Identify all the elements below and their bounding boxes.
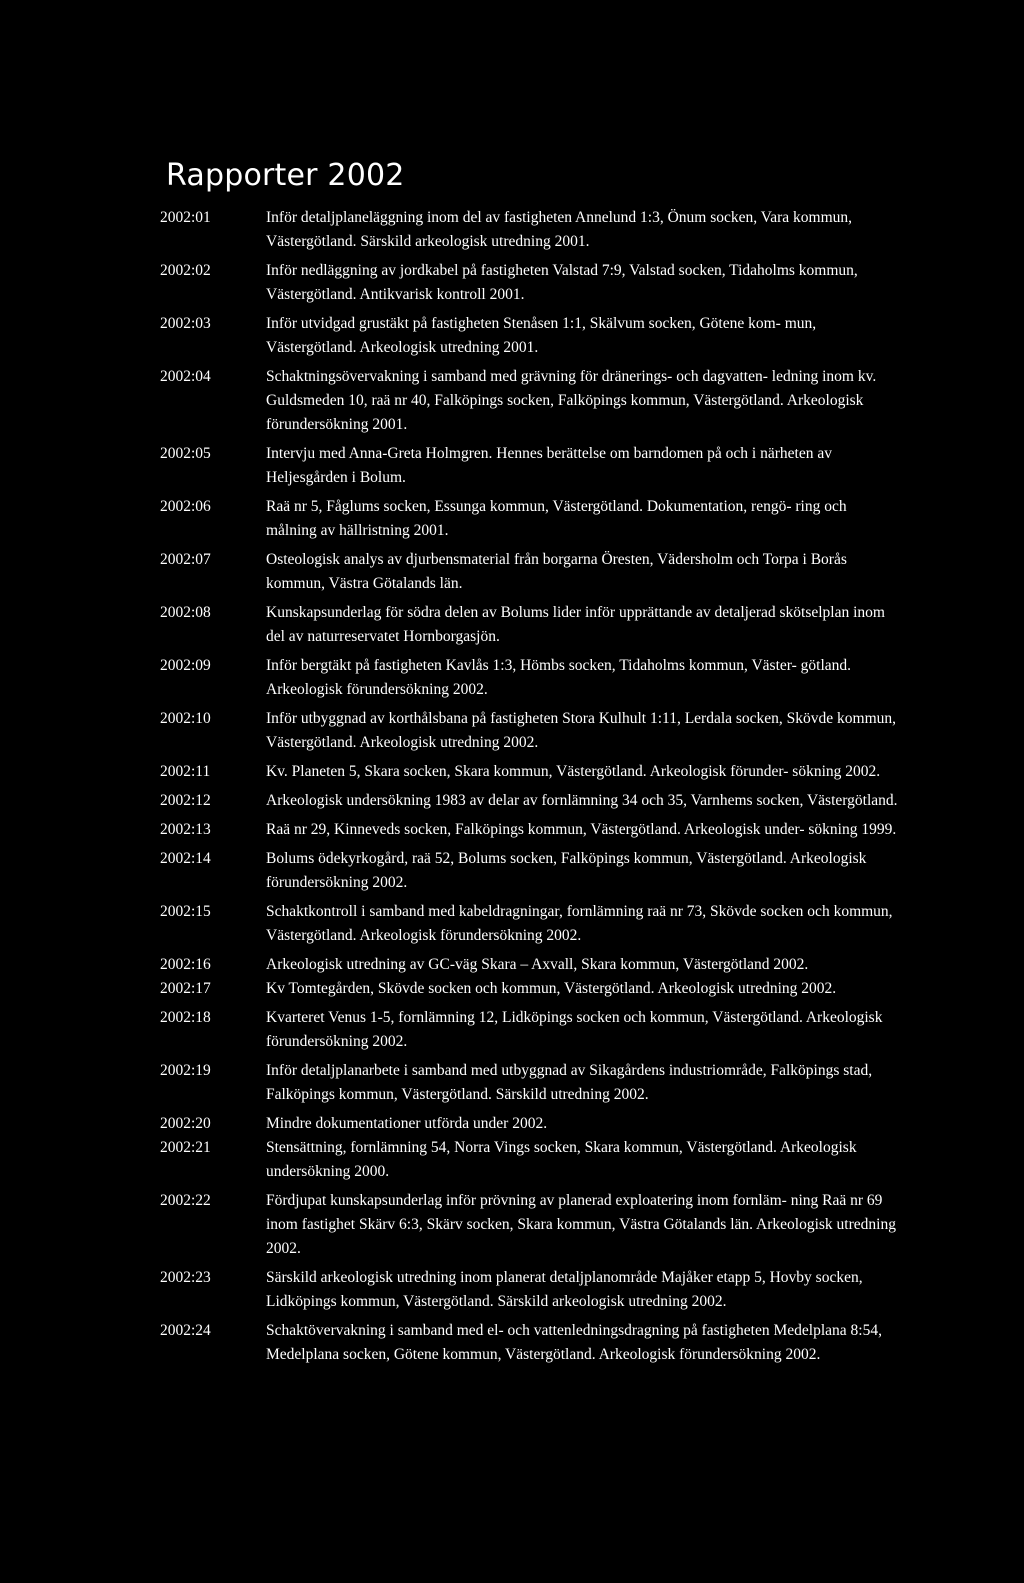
report-entry	[160, 900, 920, 948]
report-number: 2002:20	[160, 1115, 211, 1132]
report-entry	[160, 1136, 920, 1184]
report-entry	[160, 548, 920, 596]
report-text: Bolums ödekyrkogård, raä 52, Bolums socken, Falköpings kommun, Västergötland. Arkeologisk förundersökning 2002.	[266, 850, 867, 891]
report-entry	[160, 1059, 920, 1107]
report-number: 2002:05	[160, 445, 211, 462]
report-number: 2002:11	[160, 763, 211, 780]
report-entry	[160, 365, 920, 437]
report-number: 2002:01	[160, 209, 211, 226]
report-number: 2002:02	[160, 262, 211, 279]
report-number: 2002:14	[160, 850, 211, 867]
report-entry	[160, 442, 920, 490]
report-text: Inför utvidgad grustäkt på fastigheten Stenåsen 1:1, Skälvum socken, Götene kom- mun, Västergötland. Arkeologisk utredning 2001.	[266, 315, 817, 356]
report-text: Stensättning, fornlämning 54, Norra Vings socken, Skara kommun, Västergötland. Arkeologisk undersökning 2000.	[266, 1139, 857, 1180]
report-text: Inför bergtäkt på fastigheten Kavlås 1:3, Hömbs socken, Tidaholms kommun, Väster- götland. Arkeologisk förundersökning 2002.	[266, 657, 852, 698]
report-text: Schaktkontroll i samband med kabeldragningar, fornlämning raä nr 73, Skövde socken och kommun, Västergötland. Arkeologisk förundersökning 2002.	[266, 903, 893, 944]
report-entry	[160, 789, 920, 813]
report-list	[160, 206, 920, 1367]
report-number: 2002:12	[160, 792, 211, 809]
report-entry	[160, 206, 920, 254]
report-text: Kv Tomtegården, Skövde socken och kommun, Västergötland. Arkeologisk utredning 2002.	[266, 980, 837, 997]
report-entry	[160, 818, 920, 842]
report-entry	[160, 760, 920, 784]
report-number: 2002:19	[160, 1062, 211, 1079]
report-text: Inför detaljplanarbete i samband med utbyggnad av Sikagårdens industriområde, Falköpings stad, Falköpings kommun, Västergötland. Särskild utredning 2002.	[266, 1062, 873, 1103]
report-number: 2002:13	[160, 821, 211, 838]
report-number: 2002:16	[160, 956, 211, 973]
report-entry	[160, 1112, 920, 1136]
report-number: 2002:18	[160, 1009, 211, 1026]
report-text: Schaktningsövervakning i samband med grävning för dränerings- och dagvatten- ledning inom kv. Guldsmeden 10, raä nr 40, Falköpings socken, Falköpings kommun, Västergötland. Arkeologisk förundersökning 2001.	[266, 368, 877, 433]
report-number: 2002:04	[160, 368, 211, 385]
report-text: Kvarteret Venus 1-5, fornlämning 12, Lidköpings socken och kommun, Västergötland. Arkeologisk förundersökning 2002.	[266, 1009, 883, 1050]
report-text: Kunskapsunderlag för södra delen av Bolums lider inför upprättande av detaljerad skötselplan inom del av naturreservatet Hornborgasjön.	[266, 604, 885, 645]
report-text: Kv. Planeten 5, Skara socken, Skara kommun, Västergötland. Arkeologisk förunder- sökning 2002.	[266, 763, 881, 780]
report-number: 2002:10	[160, 710, 211, 727]
report-entry	[160, 707, 920, 755]
report-number: 2002:22	[160, 1192, 211, 1209]
report-entry	[160, 495, 920, 543]
report-number: 2002:17	[160, 980, 211, 997]
report-text: Intervju med Anna-Greta Holmgren. Hennes berättelse om barndomen på och i närheten av Heljesgården i Bolum.	[266, 445, 832, 486]
report-text: Mindre dokumentationer utförda under 2002.	[266, 1115, 548, 1132]
report-entry	[160, 1189, 920, 1261]
report-number: 2002:24	[160, 1322, 211, 1339]
report-text: Inför detaljplaneläggning inom del av fastigheten Annelund 1:3, Önum socken, Vara kommun, Västergötland. Särskild arkeologisk utredning 2001.	[266, 209, 853, 250]
report-entry	[160, 601, 920, 649]
report-text: Raä nr 5, Fåglums socken, Essunga kommun, Västergötland. Dokumentation, rengö- ring och målning av hällristning 2001.	[266, 498, 847, 539]
report-text: Arkeologisk undersökning 1983 av delar av fornlämning 34 och 35, Varnhems socken, Västergötland.	[266, 792, 898, 809]
report-text: Osteologisk analys av djurbensmaterial från borgarna Öresten, Vädersholm och Torpa i Borås kommun, Västra Götalands län.	[266, 551, 847, 592]
report-text: Inför utbyggnad av korthålsbana på fastigheten Stora Kulhult 1:11, Lerdala socken, Skövde kommun, Västergötland. Arkeologisk utredning 2002.	[266, 710, 897, 751]
report-entry	[160, 977, 920, 1001]
report-entry	[160, 1319, 920, 1367]
report-text: Schaktövervakning i samband med el- och vattenledningsdragning på fastigheten Medelplana 8:54, Medelplana socken, Götene kommun, Västergötland. Arkeologisk förundersökning 2002.	[266, 1322, 882, 1363]
report-entry	[160, 259, 920, 307]
report-entry	[160, 654, 920, 702]
report-entry	[160, 1266, 920, 1314]
report-entry	[160, 312, 920, 360]
report-text: Inför nedläggning av jordkabel på fastigheten Valstad 7:9, Valstad socken, Tidaholms kommun, Västergötland. Antikvarisk kontroll 2001.	[266, 262, 858, 303]
report-text: Raä nr 29, Kinneveds socken, Falköpings kommun, Västergötland. Arkeologisk under- sökning 1999.	[266, 821, 897, 838]
report-text: Fördjupat kunskapsunderlag inför prövning av planerad exploatering inom fornläm- ning Raä nr 69 inom fastighet Skärv 6:3, Skärv socken, Skara kommun, Västra Götalands län. Arkeologisk utredning 2002.	[266, 1192, 896, 1257]
report-entry	[160, 953, 920, 977]
report-number: 2002:08	[160, 604, 211, 621]
report-number: 2002:09	[160, 657, 211, 674]
report-entry	[160, 1006, 920, 1054]
report-number: 2002:21	[160, 1139, 211, 1156]
page-title: Rapporter 2002	[166, 158, 405, 193]
report-number: 2002:15	[160, 903, 211, 920]
report-text: Särskild arkeologisk utredning inom planerat detaljplanområde Majåker etapp 5, Hovby socken, Lidköpings kommun, Västergötland. Särskild arkeologisk utredning 2002.	[266, 1269, 863, 1310]
report-number: 2002:03	[160, 315, 211, 332]
report-text: Arkeologisk utredning av GC-väg Skara – Axvall, Skara kommun, Västergötland 2002.	[266, 956, 809, 973]
report-number: 2002:06	[160, 498, 211, 515]
report-number: 2002:23	[160, 1269, 211, 1286]
report-entry	[160, 847, 920, 895]
report-number: 2002:07	[160, 551, 211, 568]
